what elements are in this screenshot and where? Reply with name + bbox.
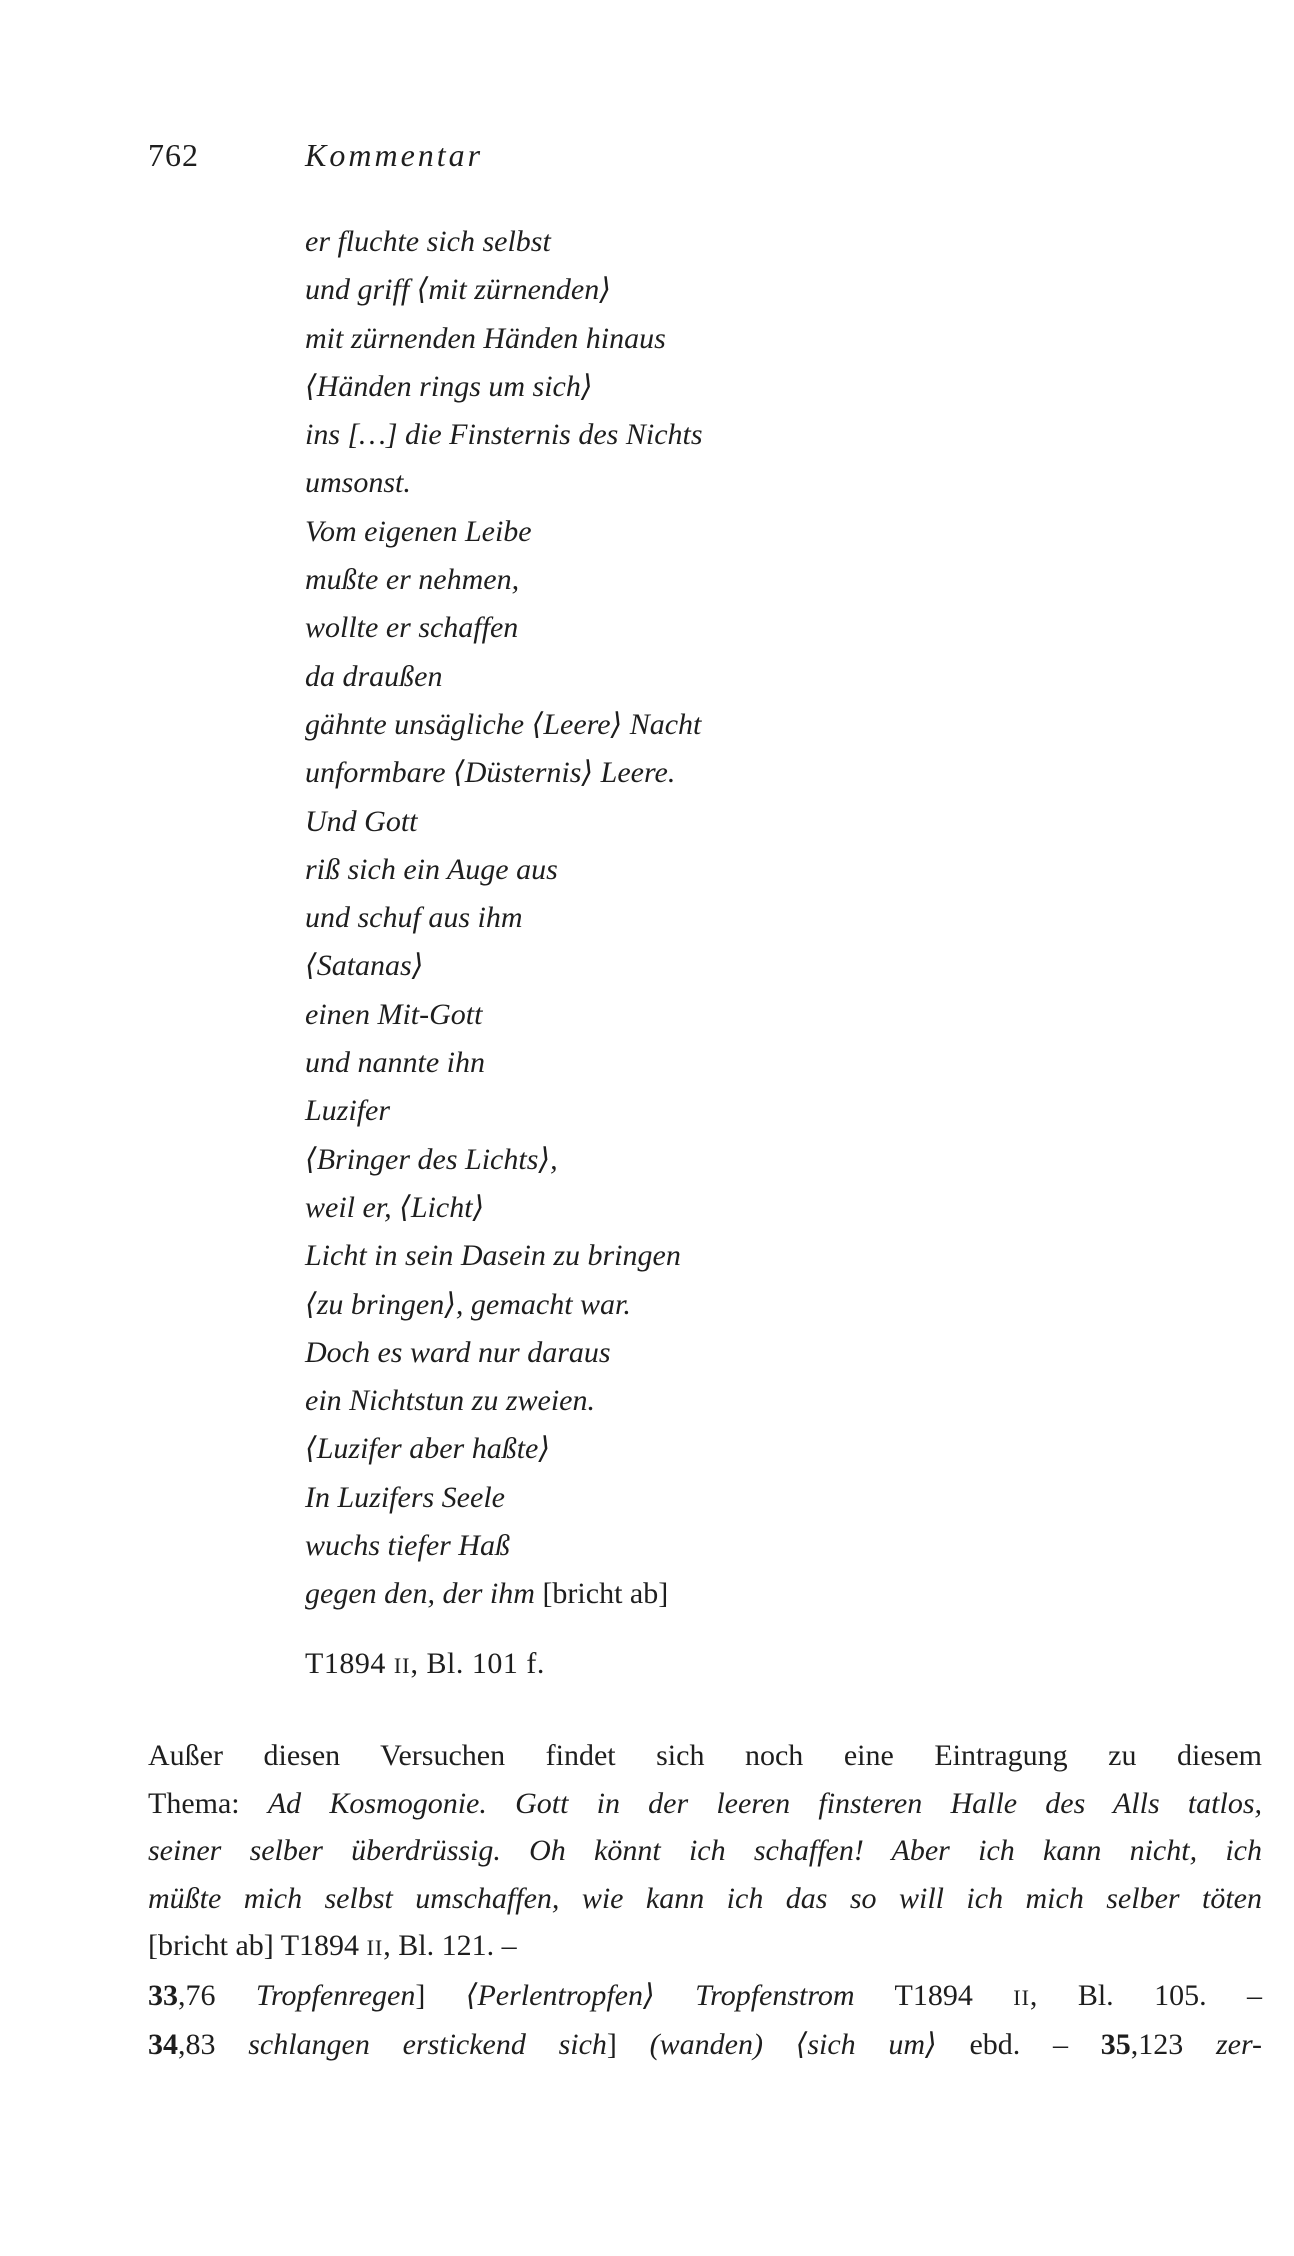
quoted-entry: Ad Kosmogonie. Gott in der leeren finsteren Halle des Alls tatlos, xyxy=(267,1786,1262,1820)
prose-line xyxy=(148,1780,1262,1828)
prose-line: müßte mich selbst umschaffen, wie kann ich das so will ich mich selber töten xyxy=(148,1881,1262,1915)
verse-line: ⟨Händen rings um sich⟩ xyxy=(305,369,593,403)
verse-line: umsonst. xyxy=(305,466,411,500)
note-lemma: zer- xyxy=(1215,2028,1263,2061)
note-line-ref: ,123 xyxy=(1130,2028,1184,2061)
verse-line: ⟨Satanas⟩ xyxy=(305,949,424,983)
note-line xyxy=(148,2021,1262,2069)
running-title: Kommentar xyxy=(305,137,484,173)
verse-line: er fluchte sich selbst xyxy=(305,225,551,258)
verse-last-text: gegen den, der ihm xyxy=(305,1577,535,1611)
source-siglum: T1894 xyxy=(305,1647,386,1680)
source-volume: II xyxy=(1013,1984,1030,2010)
prose-line: Außer diesen Versuchen findet sich noch eine Eintragung zu diesem xyxy=(148,1739,1262,1772)
prose-text: [bricht ab] T1894 xyxy=(148,1929,360,1962)
note-line-ref: ,83 xyxy=(178,2028,216,2061)
note-lemma: schlangen erstickend sich xyxy=(248,2028,607,2061)
verse-line: ⟨zu bringen⟩, gemacht war. xyxy=(305,1287,631,1321)
verse-line: unformbare ⟨Düsternis⟩ Leere. xyxy=(305,756,676,790)
note-variant: ⟨Perlentropfen⟩ Tropfenstrom xyxy=(465,1978,855,2012)
verse-line: Vom eigenen Leibe xyxy=(305,514,532,548)
verse-line: weil er, ⟨Licht⟩ xyxy=(305,1190,485,1224)
verse-line: und griff ⟨mit zürnenden⟩ xyxy=(305,273,611,307)
verse-line: da draußen xyxy=(305,659,443,693)
note-page-ref: 34 xyxy=(148,2028,178,2061)
note-lemma: Tropfenregen xyxy=(255,1978,416,2012)
lemma-bracket: ] xyxy=(606,2028,617,2061)
source-volume: II xyxy=(366,1935,384,1960)
prose-text: , Bl. 121. – xyxy=(383,1929,517,1962)
verse-block xyxy=(305,218,1205,1619)
verse-line: wollte er schaffen xyxy=(305,611,519,645)
note-source-end: , Bl. 105. – xyxy=(1029,1978,1263,2012)
prose-line: seiner selber überdrüssig. Oh könnt ich schaffen! Aber ich kann nicht, ich xyxy=(148,1834,1262,1867)
verse-line: riß sich ein Auge aus xyxy=(305,852,558,886)
lemma-bracket: ] xyxy=(415,1978,426,2012)
note-source: ebd. – xyxy=(969,2028,1069,2061)
verse-line: einen Mit-Gott xyxy=(305,997,483,1031)
verse-line: ein Nichtstun zu zweien. xyxy=(305,1384,595,1418)
verse-line: mußte er nehmen, xyxy=(305,563,520,597)
verse-line: In Luzifers Seele xyxy=(305,1480,505,1514)
note-source: T1894 xyxy=(894,1978,973,2012)
verse-line: Doch es ward nur daraus xyxy=(305,1335,611,1369)
prose-text: Thema: xyxy=(148,1786,240,1820)
page-number: 762 xyxy=(148,137,199,173)
source-volume: II xyxy=(393,1653,411,1678)
note-page-ref: 33 xyxy=(148,1978,178,2012)
editorial-note-breaks-off: [bricht ab] xyxy=(542,1577,669,1611)
source-comma: , xyxy=(410,1647,419,1680)
verse-line: ⟨Luzifer aber haßte⟩ xyxy=(305,1432,551,1466)
verse-line: Luzifer xyxy=(305,1094,391,1128)
verse-line: Und Gott xyxy=(305,804,418,838)
verse-line: mit zürnenden Händen hinaus xyxy=(305,321,666,355)
verse-line: wuchs tiefer Haß xyxy=(305,1529,510,1563)
source-sheet: Bl. 101 f. xyxy=(426,1647,545,1680)
verse-line: ins […] die Finsternis des Nichts xyxy=(305,418,703,452)
verse-line-last xyxy=(305,1570,1205,1618)
note-line-ref: ,76 xyxy=(178,1978,216,2012)
verse-line: und nannte ihn xyxy=(305,1046,485,1080)
verse-line: und schuf aus ihm xyxy=(305,901,523,935)
prose-line xyxy=(148,1922,1262,1972)
source-reference xyxy=(305,1640,545,1690)
verse-line: gähnte unsägliche ⟨Leere⟩ Nacht xyxy=(305,707,702,741)
note-line xyxy=(148,1972,1262,2022)
commentary-paragraph xyxy=(148,1732,1262,2069)
note-variant: (wanden) ⟨sich um⟩ xyxy=(649,2028,937,2061)
verse-line: Licht in sein Dasein zu bringen xyxy=(305,1239,681,1273)
note-page-ref: 35 xyxy=(1100,2028,1131,2061)
verse-line: ⟨Bringer des Lichts⟩, xyxy=(305,1142,558,1176)
